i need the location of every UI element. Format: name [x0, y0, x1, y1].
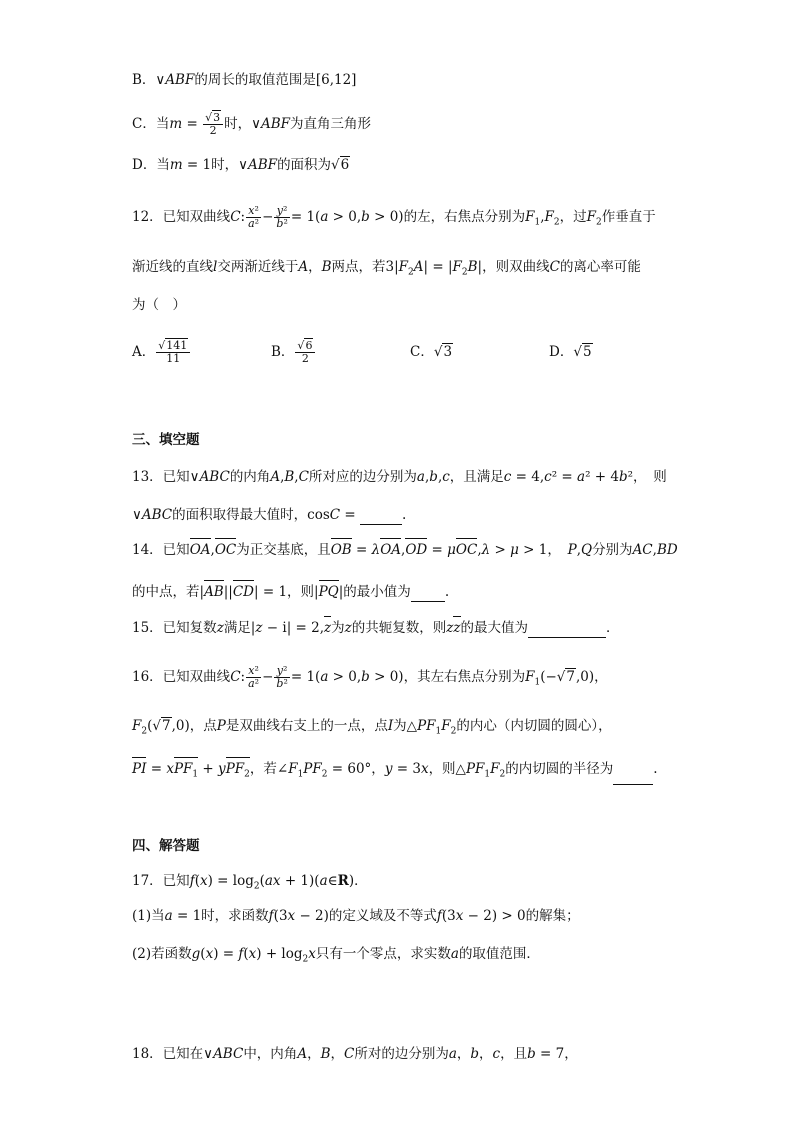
question-18: 18．已知在∨ABC中，内角A，B，C所对的边分别为a，b，c，且b = 7， — [132, 1046, 578, 1062]
question-14-line-2: 的中点，若|AB||CD| = 1，则|PQ|的最小值为 . — [132, 584, 450, 600]
question-17-line-3: (2)若函数$g(x) = f(x) + \log_2x$只有一个零点，求实数a的取值范围． — [132, 946, 540, 965]
question-13-line-2: ∨ABC的面积取得最大值时，cosC = . — [132, 507, 407, 523]
question-13-line-1: 13．已知∨ABC的内角A,B,C所对应的边分别为a,b,c，且满足c = 4,c² = a² + 4b²， 则 — [132, 469, 667, 485]
option-b: B．∨ABF的周长的取值范围是[6,12] — [132, 72, 357, 88]
question-16-line-1: 16．已知双曲线C: $\frac{\text{x²}}{\text{a²}}$ − $\frac{\text{y²}}{\text{b²}}$ = 1(a > 0,b > 0)，其左右焦点分别为$F_1(-√7,0)$， — [132, 664, 608, 690]
question-12-line-1: 12．已知双曲线C: $\frac{\text{x²}}{\text{a²}}$ − $\frac{\text{y²}}{\text{b²}}$ = 1(a > 0,b > 0)的左，右焦点分别为$F_1,F_2$，过$F_2$作垂直于 — [132, 204, 656, 230]
question-17-line-1: 17．已知$f(x) = \log_2(ax$ + 1)(a∈R)． — [132, 873, 368, 892]
question-12-option-d: D．√5 — [549, 344, 592, 360]
question-16-line-3: PI = xPF$_1$ + yPF$_2$，若$\angle F_1PF_2 = 60^\circ$，y = 3x，则$\triangle PF_1F_2$的内切圆的半径为 . — [132, 759, 658, 785]
question-17-line-2: (1)当a = 1时，求函数f(3x − 2)的定义域及不等式f(3x − 2) > 0的解集； — [132, 908, 580, 924]
question-12-option-a: A． $\frac{√141}{11}$ — [132, 340, 191, 365]
question-15: 15．已知复数z满足|z − i| = 2,z为z的共轭复数，则zz的最大值为 ． — [132, 620, 620, 636]
option-d: D．当m = 1时，∨ABF的面积为√6 — [132, 157, 350, 173]
question-12-option-c: C．√3 — [410, 344, 453, 360]
section-heading-fill-in: 三、填空题 — [132, 432, 200, 448]
question-16-line-2: $F_2(√7,0)$，点P是双曲线右支上的一点，点I为$\triangle PF_1F_2$的内心（内切圆的圆心）， — [132, 718, 612, 737]
section-heading-solution: 四、解答题 — [132, 838, 200, 854]
option-c: C．当m = $\frac{√3}{2}$ 时，∨ABF为直角三角形 — [132, 111, 372, 137]
question-12-line-3: 为（ ） — [132, 297, 186, 313]
question-12-line-2: 渐近线的直线l交两渐近线于A，B两点，若$3|F_2A| = |F_2B|$，则双曲线C的离心率可能 — [132, 259, 641, 278]
question-14-line-1: 14．已知OA,OC为正交基底，且OB = λOA,OD = μOC,λ > μ > 1， P,Q分别为AC,BD — [132, 542, 678, 558]
question-12-option-b: B． $\frac{√6}{2}$ — [271, 340, 316, 365]
